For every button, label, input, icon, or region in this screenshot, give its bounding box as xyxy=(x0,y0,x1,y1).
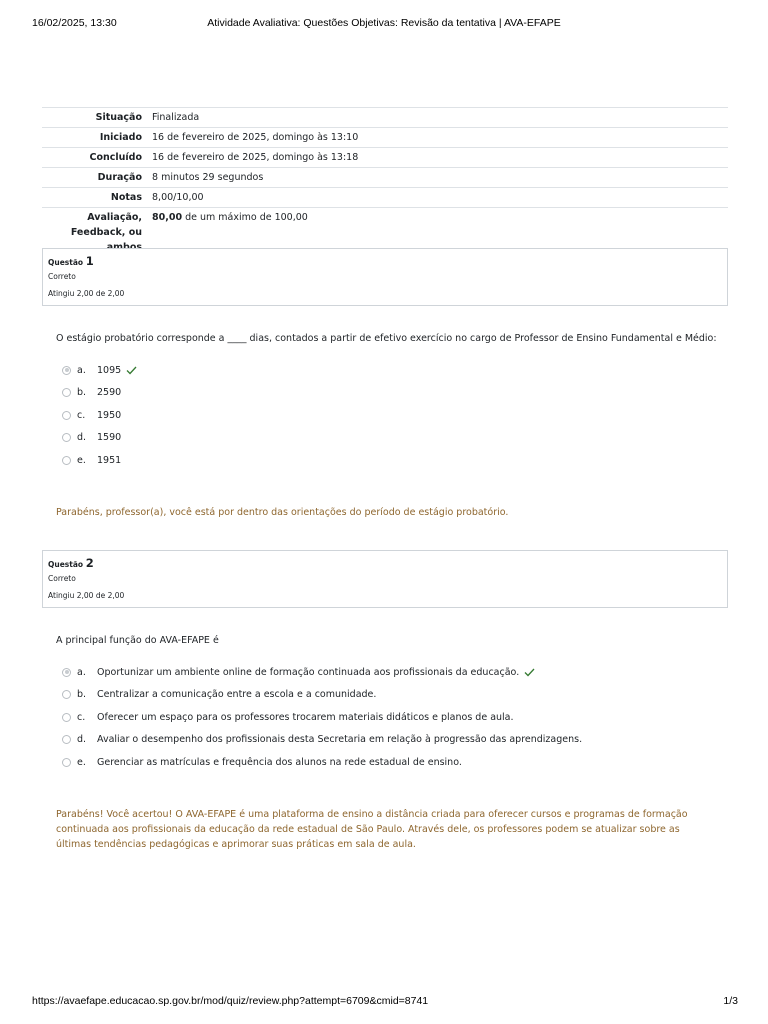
answer-letter: a. xyxy=(77,666,86,678)
answer-letter: c. xyxy=(77,711,86,723)
question-1-answers xyxy=(62,359,137,472)
answer-letter: d. xyxy=(77,432,87,444)
answer-letter: b. xyxy=(77,387,87,399)
question-1-info xyxy=(42,248,728,306)
question-1-feedback: Parabéns, professor(a), você está por dentro das orientações do período de estágio probatório. xyxy=(56,507,509,518)
answer-text: Oportunizar um ambiente online de formação continuada aos profissionais da educação. xyxy=(97,666,520,678)
question-grade: Atingiu 2,00 de 2,00 xyxy=(48,289,125,298)
answer-option-c[interactable] xyxy=(62,706,582,729)
summary-label: Situação xyxy=(95,112,142,123)
summary-row-duracao xyxy=(42,168,728,188)
summary-row-notas xyxy=(42,188,728,208)
question-state: Correto xyxy=(48,272,76,281)
radio-button[interactable] xyxy=(62,433,71,442)
summary-row-concluido xyxy=(42,148,728,168)
summary-score-max: de um máximo de 100,00 xyxy=(182,212,308,223)
radio-button[interactable] xyxy=(62,735,71,744)
answer-option-b[interactable] xyxy=(62,684,582,707)
summary-label: Iniciado xyxy=(99,132,142,143)
radio-button[interactable] xyxy=(62,411,71,420)
question-2-info xyxy=(42,550,728,608)
answer-option-d[interactable] xyxy=(62,427,137,450)
summary-value: 8,00/10,00 xyxy=(152,192,204,203)
answer-text: Centralizar a comunicação entre a escola e a comunidade. xyxy=(97,689,377,701)
summary-label: Duração xyxy=(97,172,142,183)
check-icon xyxy=(524,668,535,677)
question-2-feedback: Parabéns! Você acertou! O AVA-EFAPE é uma plataforma de ensino a distância criada para oferecer cursos e programas de formação continuada aos profissionais da educação da rede estadual de São Paulo. Através dele, os professores podem se atualizar sobre as últimas tendências pedagógicas e aprimorar suas práticas em sala de aula. xyxy=(56,809,688,850)
answer-option-b[interactable] xyxy=(62,382,137,405)
answer-option-a[interactable] xyxy=(62,359,137,382)
radio-button[interactable] xyxy=(62,456,71,465)
answer-text: Gerenciar as matrículas e frequência dos alunos na rede estadual de ensino. xyxy=(97,756,462,768)
answer-option-c[interactable] xyxy=(62,404,137,427)
summary-value: 16 de fevereiro de 2025, domingo às 13:10 xyxy=(152,132,359,143)
radio-button[interactable] xyxy=(62,713,71,722)
answer-letter: d. xyxy=(77,734,87,746)
answer-text: 1590 xyxy=(97,432,122,444)
question-1-text: O estágio probatório corresponde a ____ dias, contados a partir de efetivo exercício no cargo de Professor de Ensino Fundamental e Médio: xyxy=(56,333,717,344)
summary-row-iniciado xyxy=(42,128,728,148)
print-page-number: 1/3 xyxy=(723,995,738,1007)
radio-button[interactable] xyxy=(62,668,71,677)
print-url: https://avaefape.educacao.sp.gov.br/mod/quiz/review.php?attempt=6709&cmid=8741 xyxy=(32,995,429,1007)
answer-text: Avaliar o desempenho dos profissionais desta Secretaria em relação à progressão das aprendizagens. xyxy=(97,734,583,746)
answer-text: 1950 xyxy=(97,409,122,421)
answer-text: 1951 xyxy=(97,454,122,466)
attempt-summary-table xyxy=(42,107,728,257)
question-number-value: 1 xyxy=(85,254,94,268)
radio-button[interactable] xyxy=(62,690,71,699)
print-page-title: Atividade Avaliativa: Questões Objetivas: Revisão da tentativa | AVA-EFAPE xyxy=(207,17,561,29)
summary-value: Finalizada xyxy=(152,112,200,123)
answer-option-e[interactable] xyxy=(62,751,582,774)
question-label: Questão xyxy=(48,560,84,569)
question-state: Correto xyxy=(48,574,76,583)
answer-option-a[interactable] xyxy=(62,661,582,684)
question-number xyxy=(48,254,94,268)
answer-text: 2590 xyxy=(97,387,122,399)
question-2-answers xyxy=(62,661,582,774)
answer-letter: e. xyxy=(77,454,86,466)
answer-letter: c. xyxy=(77,409,86,421)
answer-text: 1095 xyxy=(97,364,122,376)
answer-letter: b. xyxy=(77,689,87,701)
summary-value: 8 minutos 29 segundos xyxy=(152,172,264,183)
answer-option-e[interactable] xyxy=(62,449,137,472)
summary-label: Avaliação, Feedback, ou xyxy=(70,212,142,238)
summary-value: 16 de fevereiro de 2025, domingo às 13:18 xyxy=(152,152,359,163)
answer-text: Oferecer um espaço para os professores trocarem materiais didáticos e planos de aula. xyxy=(97,711,514,723)
radio-button[interactable] xyxy=(62,366,71,375)
answer-option-d[interactable] xyxy=(62,729,582,752)
question-number-value: 2 xyxy=(85,556,94,570)
question-2-text: A principal função do AVA-EFAPE é xyxy=(56,635,219,646)
check-icon xyxy=(126,366,137,375)
summary-label: Notas xyxy=(110,192,142,203)
answer-letter: a. xyxy=(77,364,86,376)
summary-score: 80,00 xyxy=(152,212,183,223)
question-grade: Atingiu 2,00 de 2,00 xyxy=(48,591,125,600)
summary-row-situacao xyxy=(42,108,728,128)
radio-button[interactable] xyxy=(62,758,71,767)
question-number xyxy=(48,556,94,570)
print-datetime: 16/02/2025, 13:30 xyxy=(32,17,117,29)
answer-letter: e. xyxy=(77,756,86,768)
summary-label: Concluído xyxy=(89,152,142,163)
radio-button[interactable] xyxy=(62,388,71,397)
question-label: Questão xyxy=(48,258,84,267)
